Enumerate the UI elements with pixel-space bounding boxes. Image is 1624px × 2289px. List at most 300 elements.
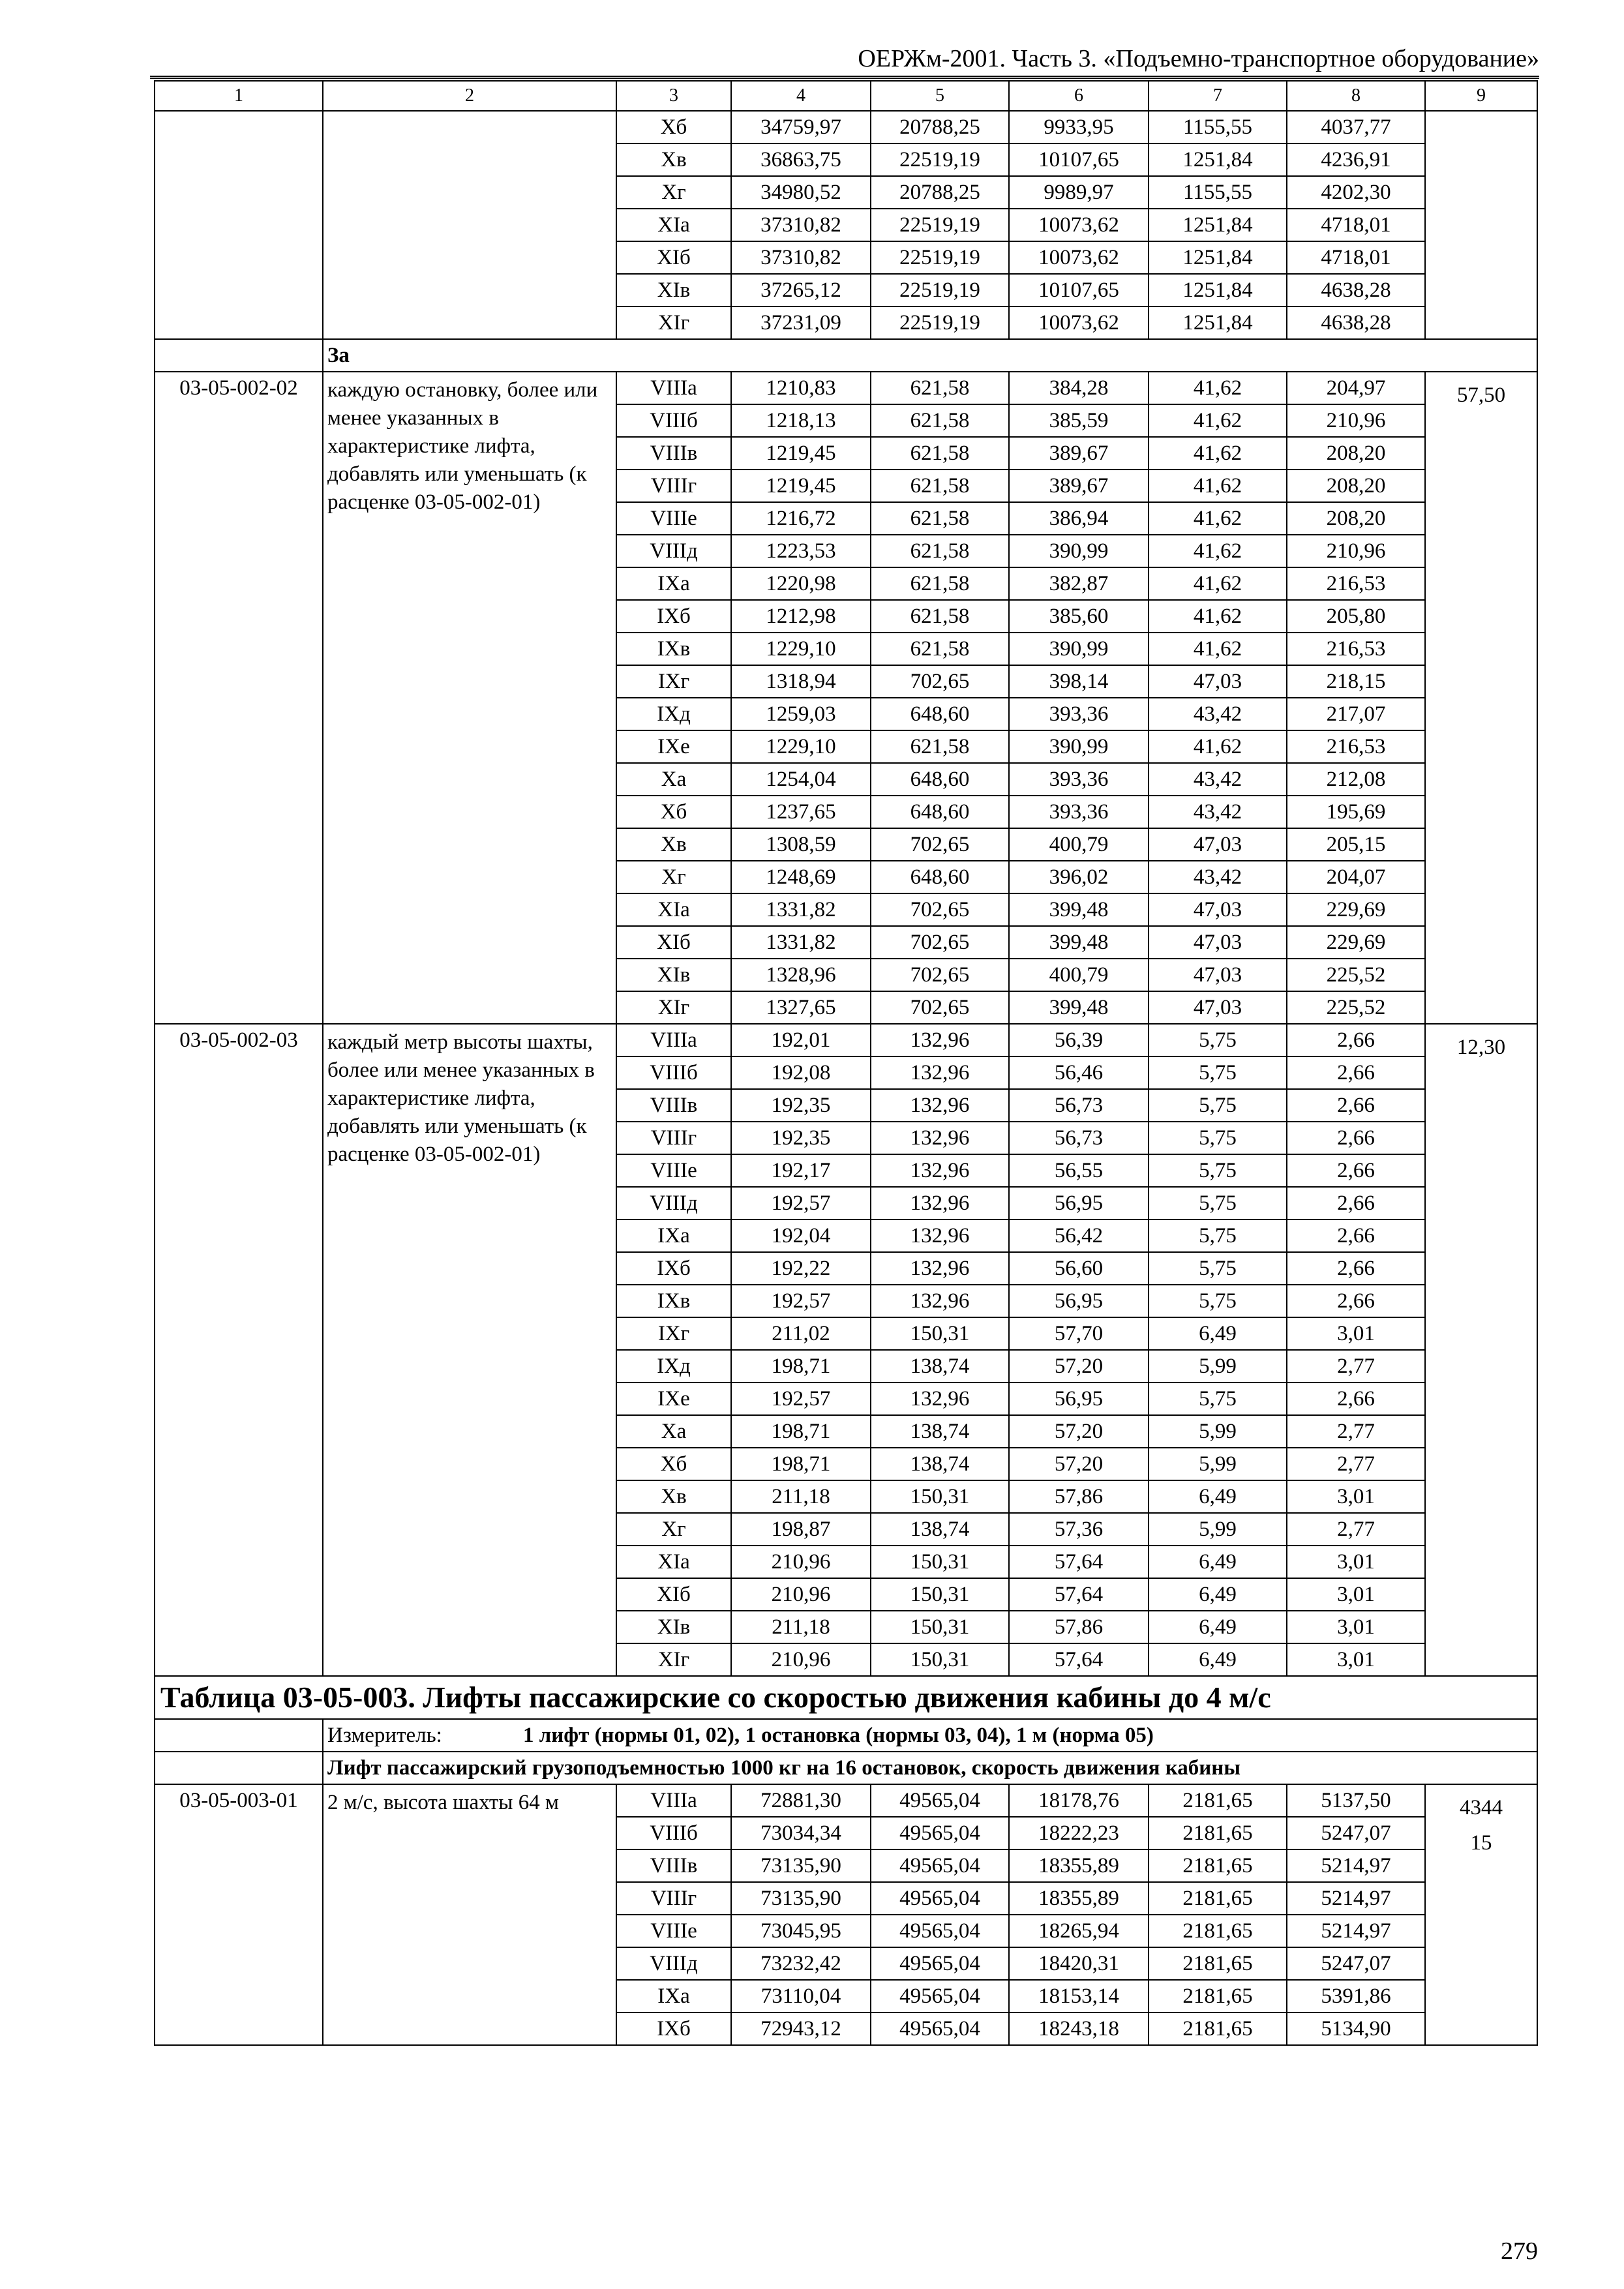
material-cost-cell: 2,66 [1287,1122,1425,1154]
material-cost-cell: 210,96 [1287,404,1425,437]
material-cost-cell: 2,66 [1287,1252,1425,1285]
measure-cell [323,1719,1537,1752]
material-cost-cell: 205,15 [1287,828,1425,861]
zone-cell: IXг [616,1317,731,1350]
table-title-row [155,1676,1537,1719]
total-cost-cell: 1331,82 [731,926,871,959]
column-number: 1 [155,81,323,111]
wage-cell: 621,58 [871,437,1009,470]
material-cost-cell: 3,01 [1287,1546,1425,1578]
section-label-row [155,339,1537,372]
zone-cell: Xв [616,828,731,861]
machine-wage-cell: 1155,55 [1149,176,1287,209]
machine-wage-cell: 43,42 [1149,861,1287,893]
machine-cost-cell: 382,87 [1009,567,1149,600]
machine-wage-cell: 2181,65 [1149,1947,1287,1980]
material-cost-cell: 3,01 [1287,1643,1425,1676]
total-cost-cell: 192,17 [731,1154,871,1187]
material-cost-cell: 2,66 [1287,1219,1425,1252]
zone-cell: XIб [616,1578,731,1611]
zone-cell: Xб [616,796,731,828]
zone-cell: IXа [616,1980,731,2012]
machine-cost-cell: 386,94 [1009,502,1149,535]
material-cost-cell: 216,53 [1287,633,1425,665]
code-cell [155,339,323,372]
machine-wage-cell: 41,62 [1149,600,1287,633]
rate-last-col: 4344 15 [1425,1784,1537,2045]
machine-cost-cell: 10107,65 [1009,143,1149,176]
wage-cell: 648,60 [871,861,1009,893]
material-cost-cell: 2,66 [1287,1089,1425,1122]
machine-cost-cell: 398,14 [1009,665,1149,698]
machine-wage-cell: 1251,84 [1149,209,1287,241]
material-cost-cell: 218,15 [1287,665,1425,698]
machine-cost-cell: 10073,62 [1009,307,1149,339]
machine-wage-cell: 41,62 [1149,502,1287,535]
machine-wage-cell: 2181,65 [1149,1849,1287,1882]
table-row [155,1784,1537,1817]
wage-cell: 648,60 [871,698,1009,730]
wage-cell: 621,58 [871,404,1009,437]
zone-cell: VIIIа [616,1784,731,1817]
machine-wage-cell: 5,75 [1149,1187,1287,1219]
total-cost-cell: 34759,97 [731,111,871,143]
machine-cost-cell: 18355,89 [1009,1882,1149,1915]
machine-cost-cell: 393,36 [1009,796,1149,828]
rate-code: 03-05-002-03 [155,1024,323,1676]
material-cost-cell: 2,66 [1287,1024,1425,1056]
wage-cell: 138,74 [871,1350,1009,1383]
wage-cell: 150,31 [871,1317,1009,1350]
table-row [155,111,1537,143]
total-cost-cell: 37231,09 [731,307,871,339]
zone-cell: Xа [616,1415,731,1448]
wage-cell: 150,31 [871,1578,1009,1611]
material-cost-cell: 3,01 [1287,1317,1425,1350]
rate-last-col: 12,30 [1425,1024,1537,1676]
zone-cell: XIв [616,274,731,307]
code-cell [155,1752,323,1784]
material-cost-cell: 4638,28 [1287,274,1425,307]
total-cost-cell: 72881,30 [731,1784,871,1817]
total-cost-cell: 1248,69 [731,861,871,893]
machine-wage-cell: 5,75 [1149,1089,1287,1122]
machine-cost-cell: 399,48 [1009,893,1149,926]
total-cost-cell: 192,57 [731,1285,871,1317]
total-cost-cell: 192,01 [731,1024,871,1056]
total-cost-cell: 73034,34 [731,1817,871,1849]
column-number: 4 [731,81,871,111]
wage-cell: 132,96 [871,1383,1009,1415]
machine-cost-cell: 56,95 [1009,1383,1149,1415]
machine-wage-cell: 5,99 [1149,1415,1287,1448]
machine-cost-cell: 18222,23 [1009,1817,1149,1849]
wage-cell: 132,96 [871,1089,1009,1122]
zone-cell: XIв [616,1611,731,1643]
machine-cost-cell: 57,20 [1009,1415,1149,1448]
material-cost-cell: 212,08 [1287,763,1425,796]
rate-description: каждый метр высоты шахты, более или менее указанных в характеристике лифта, добавлять или уменьшать (к расценке 03-05-002-01) [323,1024,616,1676]
material-cost-cell: 204,07 [1287,861,1425,893]
machine-wage-cell: 47,03 [1149,893,1287,926]
material-cost-cell: 4236,91 [1287,143,1425,176]
page-header [150,37,1539,79]
machine-cost-cell: 57,86 [1009,1611,1149,1643]
total-cost-cell: 192,22 [731,1252,871,1285]
page-number: 279 [1501,2237,1538,2265]
machine-wage-cell: 1251,84 [1149,143,1287,176]
material-cost-cell: 216,53 [1287,567,1425,600]
wage-cell: 132,96 [871,1122,1009,1154]
total-cost-cell: 198,71 [731,1448,871,1480]
machine-wage-cell: 1251,84 [1149,241,1287,274]
wage-cell: 150,31 [871,1643,1009,1676]
wage-cell: 22519,19 [871,274,1009,307]
zone-cell: VIIIв [616,437,731,470]
zone-cell: VIIIе [616,502,731,535]
machine-wage-cell: 1155,55 [1149,111,1287,143]
machine-wage-cell: 5,99 [1149,1448,1287,1480]
wage-cell: 648,60 [871,796,1009,828]
total-cost-cell: 1218,13 [731,404,871,437]
code-cell [155,111,323,339]
machine-wage-cell: 5,75 [1149,1252,1287,1285]
zone-cell: IXб [616,600,731,633]
wage-cell: 22519,19 [871,143,1009,176]
zone-cell: IXе [616,1383,731,1415]
machine-cost-cell: 400,79 [1009,828,1149,861]
material-cost-cell: 229,69 [1287,926,1425,959]
material-cost-cell: 204,97 [1287,372,1425,404]
material-cost-cell: 5391,86 [1287,1980,1425,2012]
machine-wage-cell: 43,42 [1149,763,1287,796]
material-cost-cell: 2,66 [1287,1154,1425,1187]
zone-cell: VIIIг [616,470,731,502]
wage-cell: 20788,25 [871,176,1009,209]
wage-cell: 138,74 [871,1513,1009,1546]
wage-cell: 132,96 [871,1252,1009,1285]
total-cost-cell: 1308,59 [731,828,871,861]
zone-cell: XIб [616,241,731,274]
total-cost-cell: 1210,83 [731,372,871,404]
total-cost-cell: 37265,12 [731,274,871,307]
wage-cell: 132,96 [871,1056,1009,1089]
machine-wage-cell: 5,99 [1149,1350,1287,1383]
machine-wage-cell: 41,62 [1149,730,1287,763]
zone-cell: IXд [616,698,731,730]
zone-cell: Xг [616,861,731,893]
header-text: ОЕРЖм-2001. Часть 3. «Подъемно-транспортное оборудование» [858,45,1539,72]
material-cost-cell: 4638,28 [1287,307,1425,339]
material-cost-cell: 2,77 [1287,1448,1425,1480]
wage-cell: 150,31 [871,1611,1009,1643]
machine-cost-cell: 9989,97 [1009,176,1149,209]
total-cost-cell: 73135,90 [731,1849,871,1882]
material-cost-cell: 208,20 [1287,437,1425,470]
zone-cell: Xг [616,1513,731,1546]
column-number: 7 [1149,81,1287,111]
wage-cell: 20788,25 [871,111,1009,143]
rate-description: каждую остановку, более или менее указанных в характеристике лифта, добавлять или уменьшать (к расценке 03-05-002-01) [323,372,616,1024]
total-cost-cell: 73232,42 [731,1947,871,1980]
material-cost-cell: 2,77 [1287,1350,1425,1383]
material-cost-cell: 205,80 [1287,600,1425,633]
wage-cell: 150,31 [871,1546,1009,1578]
machine-wage-cell: 47,03 [1149,665,1287,698]
wage-cell: 621,58 [871,567,1009,600]
machine-wage-cell: 6,49 [1149,1546,1287,1578]
zone-cell: VIIIв [616,1849,731,1882]
material-cost-cell: 5214,97 [1287,1882,1425,1915]
column-number: 9 [1425,81,1537,111]
zone-cell: VIIIе [616,1915,731,1947]
zone-cell: XIа [616,893,731,926]
machine-wage-cell: 6,49 [1149,1480,1287,1513]
machine-cost-cell: 9933,95 [1009,111,1149,143]
total-cost-cell: 37310,82 [731,209,871,241]
machine-cost-cell: 57,20 [1009,1350,1149,1383]
column-number: 6 [1009,81,1149,111]
wage-cell: 132,96 [871,1219,1009,1252]
material-cost-cell: 5214,97 [1287,1849,1425,1882]
wage-cell: 49565,04 [871,1915,1009,1947]
total-cost-cell: 73135,90 [731,1882,871,1915]
material-cost-cell: 2,66 [1287,1056,1425,1089]
total-cost-cell: 72943,12 [731,2012,871,2045]
material-cost-cell: 4037,77 [1287,111,1425,143]
zone-cell: VIIIб [616,1056,731,1089]
material-cost-cell: 208,20 [1287,502,1425,535]
material-cost-cell: 4718,01 [1287,209,1425,241]
machine-wage-cell: 5,75 [1149,1024,1287,1056]
machine-cost-cell: 56,39 [1009,1024,1149,1056]
material-cost-cell: 5137,50 [1287,1784,1425,1817]
material-cost-cell: 2,77 [1287,1415,1425,1448]
material-cost-cell: 4718,01 [1287,241,1425,274]
zone-cell: VIIIг [616,1122,731,1154]
machine-wage-cell: 2181,65 [1149,1980,1287,2012]
machine-wage-cell: 47,03 [1149,959,1287,991]
zone-cell: XIг [616,307,731,339]
rate-code: 03-05-003-01 [155,1784,323,2045]
machine-wage-cell: 6,49 [1149,1611,1287,1643]
total-cost-cell: 211,02 [731,1317,871,1350]
code-cell [155,1719,323,1752]
total-cost-cell: 1229,10 [731,730,871,763]
zone-cell: VIIIд [616,535,731,567]
wage-cell: 49565,04 [871,1784,1009,1817]
total-cost-cell: 1254,04 [731,763,871,796]
machine-wage-cell: 5,75 [1149,1154,1287,1187]
machine-cost-cell: 18178,76 [1009,1784,1149,1817]
wage-cell: 621,58 [871,470,1009,502]
total-cost-cell: 1212,98 [731,600,871,633]
machine-wage-cell: 43,42 [1149,698,1287,730]
machine-cost-cell: 56,73 [1009,1122,1149,1154]
machine-wage-cell: 2181,65 [1149,1817,1287,1849]
material-cost-cell: 216,53 [1287,730,1425,763]
machine-wage-cell: 5,75 [1149,1122,1287,1154]
total-cost-cell: 73110,04 [731,1980,871,2012]
table-subtitle: Лифт пассажирский грузоподъемностью 1000 кг на 16 остановок, скорость движения кабины [323,1752,1537,1784]
total-cost-cell: 1229,10 [731,633,871,665]
wage-cell: 49565,04 [871,1980,1009,2012]
total-cost-cell: 1237,65 [731,796,871,828]
rate-description: 2 м/с, высота шахты 64 м [323,1784,616,2045]
subtitle-row [155,1752,1537,1784]
wage-cell: 132,96 [871,1024,1009,1056]
wage-cell: 621,58 [871,372,1009,404]
machine-cost-cell: 56,55 [1009,1154,1149,1187]
total-cost-cell: 211,18 [731,1480,871,1513]
total-cost-cell: 198,71 [731,1350,871,1383]
material-cost-cell: 5134,90 [1287,2012,1425,2045]
machine-cost-cell: 57,20 [1009,1448,1149,1480]
total-cost-cell: 210,96 [731,1643,871,1676]
zone-cell: Xа [616,763,731,796]
last-col-cell [1425,111,1537,339]
machine-wage-cell: 5,75 [1149,1285,1287,1317]
wage-cell: 49565,04 [871,1882,1009,1915]
total-cost-cell: 1219,45 [731,470,871,502]
zone-cell: XIг [616,991,731,1024]
material-cost-cell: 3,01 [1287,1611,1425,1643]
material-cost-cell: 5247,07 [1287,1817,1425,1849]
machine-cost-cell: 10073,62 [1009,241,1149,274]
machine-cost-cell: 400,79 [1009,959,1149,991]
total-cost-cell: 192,04 [731,1219,871,1252]
machine-wage-cell: 1251,84 [1149,274,1287,307]
machine-cost-cell: 56,95 [1009,1285,1149,1317]
machine-cost-cell: 396,02 [1009,861,1149,893]
material-cost-cell: 2,66 [1287,1187,1425,1219]
table-body [155,81,1537,2045]
machine-cost-cell: 18153,14 [1009,1980,1149,2012]
zone-cell: VIIIд [616,1187,731,1219]
wage-cell: 702,65 [871,926,1009,959]
machine-cost-cell: 56,73 [1009,1089,1149,1122]
machine-cost-cell: 18355,89 [1009,1849,1149,1882]
wage-cell: 702,65 [871,893,1009,926]
total-cost-cell: 1219,45 [731,437,871,470]
measure-label: Измеритель: [327,1724,442,1747]
machine-cost-cell: 57,70 [1009,1317,1149,1350]
zone-cell: VIIIа [616,1024,731,1056]
material-cost-cell: 5214,97 [1287,1915,1425,1947]
wage-cell: 648,60 [871,763,1009,796]
zone-cell: VIIIд [616,1947,731,1980]
zone-cell: XIв [616,959,731,991]
wage-cell: 22519,19 [871,307,1009,339]
total-cost-cell: 73045,95 [731,1915,871,1947]
machine-wage-cell: 6,49 [1149,1643,1287,1676]
machine-wage-cell: 41,62 [1149,535,1287,567]
zone-cell: IXв [616,633,731,665]
machine-wage-cell: 2181,65 [1149,1882,1287,1915]
machine-wage-cell: 2181,65 [1149,1784,1287,1817]
total-cost-cell: 1259,03 [731,698,871,730]
zone-cell: XIа [616,209,731,241]
material-cost-cell: 2,66 [1287,1383,1425,1415]
machine-cost-cell: 10107,65 [1009,274,1149,307]
measure-row [155,1719,1537,1752]
machine-wage-cell: 5,75 [1149,1383,1287,1415]
machine-wage-cell: 43,42 [1149,796,1287,828]
table-row [155,1024,1537,1056]
wage-cell: 621,58 [871,600,1009,633]
table-title: Таблица 03-05-003. Лифты пассажирские со скоростью движения кабины до 4 м/с [155,1676,1537,1719]
wage-cell: 150,31 [871,1480,1009,1513]
machine-cost-cell: 57,36 [1009,1513,1149,1546]
wage-cell: 702,65 [871,665,1009,698]
material-cost-cell: 208,20 [1287,470,1425,502]
machine-cost-cell: 399,48 [1009,991,1149,1024]
zone-cell: XIг [616,1643,731,1676]
machine-cost-cell: 385,60 [1009,600,1149,633]
machine-wage-cell: 41,62 [1149,567,1287,600]
machine-cost-cell: 57,64 [1009,1546,1149,1578]
wage-cell: 49565,04 [871,1849,1009,1882]
zone-cell: IXа [616,567,731,600]
machine-cost-cell: 18243,18 [1009,2012,1149,2045]
column-number: 2 [323,81,616,111]
total-cost-cell: 198,87 [731,1513,871,1546]
total-cost-cell: 1220,98 [731,567,871,600]
zone-cell: IXе [616,730,731,763]
total-cost-cell: 192,57 [731,1187,871,1219]
zone-cell: VIIIб [616,404,731,437]
zone-cell: Xб [616,1448,731,1480]
machine-wage-cell: 5,99 [1149,1513,1287,1546]
machine-cost-cell: 390,99 [1009,535,1149,567]
machine-wage-cell: 5,75 [1149,1219,1287,1252]
machine-wage-cell: 6,49 [1149,1578,1287,1611]
column-number: 3 [616,81,731,111]
machine-wage-cell: 6,49 [1149,1317,1287,1350]
zone-cell: XIб [616,926,731,959]
machine-cost-cell: 56,46 [1009,1056,1149,1089]
machine-cost-cell: 393,36 [1009,698,1149,730]
rate-last-col: 57,50 [1425,372,1537,1024]
wage-cell: 138,74 [871,1448,1009,1480]
table-row [155,372,1537,404]
rates-table [154,80,1538,2046]
rate-code: 03-05-002-02 [155,372,323,1024]
machine-wage-cell: 2181,65 [1149,2012,1287,2045]
machine-cost-cell: 18265,94 [1009,1915,1149,1947]
wage-cell: 49565,04 [871,1817,1009,1849]
material-cost-cell: 217,07 [1287,698,1425,730]
section-label: За [323,339,1537,372]
total-cost-cell: 210,96 [731,1546,871,1578]
wage-cell: 49565,04 [871,2012,1009,2045]
zone-cell: VIIIб [616,1817,731,1849]
material-cost-cell: 2,66 [1287,1285,1425,1317]
zone-cell: IXв [616,1285,731,1317]
wage-cell: 138,74 [871,1415,1009,1448]
total-cost-cell: 192,57 [731,1383,871,1415]
machine-cost-cell: 399,48 [1009,926,1149,959]
material-cost-cell: 225,52 [1287,959,1425,991]
machine-cost-cell: 389,67 [1009,437,1149,470]
total-cost-cell: 1223,53 [731,535,871,567]
zone-cell: XIа [616,1546,731,1578]
machine-wage-cell: 47,03 [1149,991,1287,1024]
machine-cost-cell: 390,99 [1009,633,1149,665]
machine-cost-cell: 56,95 [1009,1187,1149,1219]
machine-wage-cell: 41,62 [1149,437,1287,470]
wage-cell: 22519,19 [871,209,1009,241]
